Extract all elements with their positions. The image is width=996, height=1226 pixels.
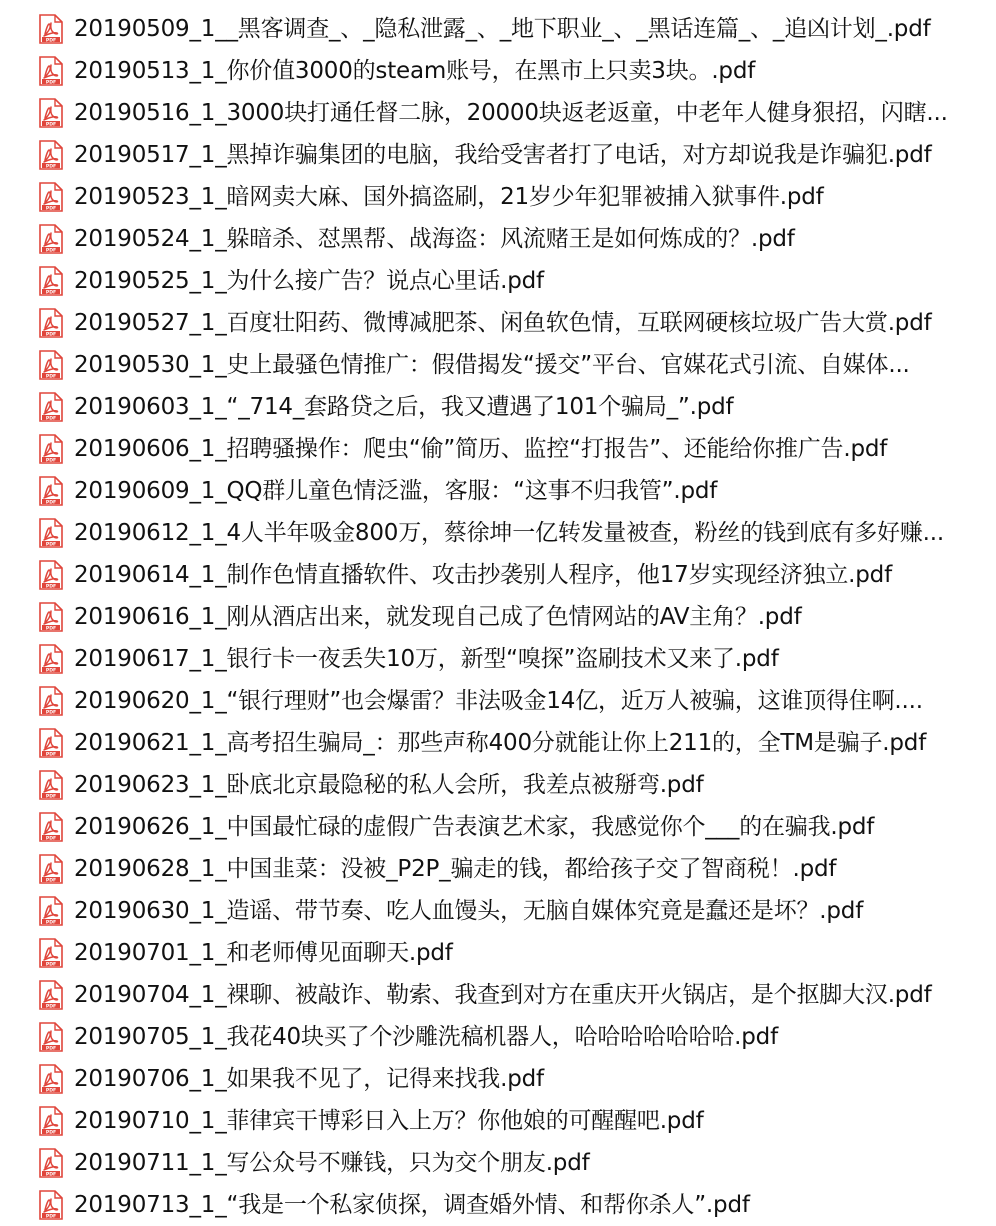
svg-text:PDF: PDF xyxy=(45,332,57,338)
file-name: 20190614_1_制作色情直播软件、攻击抄袭别人程序，他17岁实现经济独立.pdf xyxy=(74,562,892,588)
pdf-file-icon xyxy=(38,644,64,674)
pdf-file-icon xyxy=(38,602,64,632)
file-row[interactable] xyxy=(0,470,996,512)
file-row[interactable] xyxy=(0,428,996,470)
pdf-file-icon xyxy=(38,434,64,464)
svg-text:PDF: PDF xyxy=(45,374,57,380)
file-row[interactable] xyxy=(0,512,996,554)
file-row[interactable] xyxy=(0,134,996,176)
file-name: 20190606_1_招聘骚操作：爬虫“偷”简历、监控“打报告”、还能给你推广告.pdf xyxy=(74,436,888,462)
pdf-file-icon xyxy=(38,1064,64,1094)
svg-text:PDF: PDF xyxy=(45,752,57,758)
file-row[interactable] xyxy=(0,596,996,638)
svg-text:PDF: PDF xyxy=(45,500,57,506)
file-row[interactable] xyxy=(0,260,996,302)
file-name: 20190623_1_卧底北京最隐秘的私人会所，我差点被掰弯.pdf xyxy=(74,772,704,798)
file-row[interactable] xyxy=(0,764,996,806)
file-name: 20190612_1_4人半年吸金800万，蔡徐坤一亿转发量被查，粉丝的钱到底有多好赚... xyxy=(74,520,944,546)
pdf-file-icon xyxy=(38,686,64,716)
svg-text:PDF: PDF xyxy=(45,1214,57,1220)
file-row[interactable] xyxy=(0,554,996,596)
file-row[interactable] xyxy=(0,92,996,134)
svg-text:PDF: PDF xyxy=(45,290,57,296)
file-name: 20190527_1_百度壮阳药、微博减肥茶、闲鱼软色情，互联网硬核垃圾广告大赏.pdf xyxy=(74,310,932,336)
svg-text:PDF: PDF xyxy=(45,710,57,716)
file-name: 20190616_1_刚从酒店出来，就发现自己成了色情网站的AV主角？.pdf xyxy=(74,604,802,630)
svg-text:PDF: PDF xyxy=(45,164,57,170)
file-name: 20190701_1_和老师傅见面聊天.pdf xyxy=(74,940,453,966)
svg-text:PDF: PDF xyxy=(45,122,57,128)
file-row[interactable] xyxy=(0,1100,996,1142)
file-row[interactable] xyxy=(0,176,996,218)
pdf-file-icon xyxy=(38,224,64,254)
pdf-file-icon xyxy=(38,182,64,212)
file-name: 20190628_1_中国韭菜：没被_P2P_骗走的钱，都给孩子交了智商税！.pdf xyxy=(74,856,837,882)
file-row[interactable] xyxy=(0,1016,996,1058)
svg-text:PDF: PDF xyxy=(45,458,57,464)
file-name: 20190513_1_你价值3000的steam账号，在黑市上只卖3块。.pdf xyxy=(74,58,756,84)
file-name: 20190706_1_如果我不见了，记得来找我.pdf xyxy=(74,1066,544,1092)
svg-text:PDF: PDF xyxy=(45,1172,57,1178)
file-row[interactable] xyxy=(0,302,996,344)
file-row[interactable] xyxy=(0,890,996,932)
pdf-file-icon xyxy=(38,476,64,506)
file-name: 20190713_1_“我是一个私家侦探，调查婚外情、和帮你杀人”.pdf xyxy=(74,1192,750,1218)
file-name: 20190621_1_高考招生骗局_：那些声称400分就能让你上211的，全TM是骗子.pdf xyxy=(74,730,927,756)
pdf-file-icon xyxy=(38,98,64,128)
svg-text:PDF: PDF xyxy=(45,836,57,842)
pdf-file-icon xyxy=(38,392,64,422)
file-name: 20190603_1_“_714_套路贷之后，我又遭遇了101个骗局_”.pdf xyxy=(74,394,734,420)
file-name: 20190509_1__黑客调查_、_隐私泄露_、_地下职业_、_黑话连篇_、_追凶计划_.pdf xyxy=(74,16,931,42)
svg-text:PDF: PDF xyxy=(45,1046,57,1052)
pdf-file-icon xyxy=(38,728,64,758)
file-name: 20190517_1_黑掉诈骗集团的电脑，我给受害者打了电话，对方却说我是诈骗犯.pdf xyxy=(74,142,932,168)
file-name: 20190626_1_中国最忙碌的虚假广告表演艺术家，我感觉你个___的在骗我.pdf xyxy=(74,814,875,840)
svg-text:PDF: PDF xyxy=(45,962,57,968)
pdf-file-icon xyxy=(38,1148,64,1178)
file-name: 20190530_1_史上最骚色情推广：假借揭发“援交”平台、官媒花式引流、自媒体... xyxy=(74,352,910,378)
file-name: 20190609_1_QQ群儿童色情泛滥，客服：“这事不归我管”.pdf xyxy=(74,478,718,504)
svg-text:PDF: PDF xyxy=(45,668,57,674)
file-name: 20190630_1_造谣、带节奏、吃人血馒头，无脑自媒体究竟是蠢还是坏？.pdf xyxy=(74,898,864,924)
file-row[interactable] xyxy=(0,1142,996,1184)
pdf-file-icon xyxy=(38,854,64,884)
pdf-file-icon xyxy=(38,1022,64,1052)
file-name: 20190710_1_菲律宾干博彩日入上万？你他娘的可醒醒吧.pdf xyxy=(74,1108,704,1134)
pdf-file-icon xyxy=(38,350,64,380)
file-name: 20190620_1_“银行理财”也会爆雷？非法吸金14亿，近万人被骗，这谁顶得住啊.... xyxy=(74,688,923,714)
pdf-file-icon xyxy=(38,1190,64,1220)
file-name: 20190516_1_3000块打通任督二脉，20000块返老返童，中老年人健身狠招，闪瞎... xyxy=(74,100,948,126)
svg-text:PDF: PDF xyxy=(45,206,57,212)
file-row[interactable] xyxy=(0,218,996,260)
file-row[interactable] xyxy=(0,848,996,890)
svg-text:PDF: PDF xyxy=(45,626,57,632)
svg-text:PDF: PDF xyxy=(45,542,57,548)
file-name: 20190525_1_为什么接广告？说点心里话.pdf xyxy=(74,268,544,294)
file-row[interactable] xyxy=(0,722,996,764)
file-row[interactable] xyxy=(0,806,996,848)
file-row[interactable] xyxy=(0,974,996,1016)
file-row[interactable] xyxy=(0,8,996,50)
file-row[interactable] xyxy=(0,638,996,680)
svg-text:PDF: PDF xyxy=(45,794,57,800)
svg-text:PDF: PDF xyxy=(45,1088,57,1094)
file-row[interactable] xyxy=(0,1184,996,1226)
pdf-file-icon xyxy=(38,938,64,968)
pdf-file-icon xyxy=(38,896,64,926)
pdf-file-icon xyxy=(38,560,64,590)
file-list xyxy=(0,8,996,1226)
pdf-file-icon xyxy=(38,308,64,338)
file-name: 20190524_1_躲暗杀、怼黑帮、战海盗：风流赌王是如何炼成的？.pdf xyxy=(74,226,795,252)
svg-text:PDF: PDF xyxy=(45,248,57,254)
pdf-file-icon xyxy=(38,980,64,1010)
pdf-file-icon xyxy=(38,812,64,842)
file-row[interactable] xyxy=(0,1058,996,1100)
svg-text:PDF: PDF xyxy=(45,1130,57,1136)
svg-text:PDF: PDF xyxy=(45,878,57,884)
pdf-file-icon xyxy=(38,56,64,86)
file-row[interactable] xyxy=(0,344,996,386)
file-row[interactable] xyxy=(0,680,996,722)
svg-text:PDF: PDF xyxy=(45,416,57,422)
file-name: 20190705_1_我花40块买了个沙雕洗稿机器人，哈哈哈哈哈哈哈.pdf xyxy=(74,1024,778,1050)
svg-text:PDF: PDF xyxy=(45,80,57,86)
pdf-file-icon xyxy=(38,1106,64,1136)
file-name: 20190523_1_暗网卖大麻、国外搞盗刷，21岁少年犯罪被捕入狱事件.pdf xyxy=(74,184,824,210)
pdf-file-icon xyxy=(38,770,64,800)
file-name: 20190704_1_裸聊、被敲诈、勒索、我查到对方在重庆开火锅店，是个抠脚大汉.pdf xyxy=(74,982,932,1008)
file-row[interactable] xyxy=(0,386,996,428)
pdf-file-icon xyxy=(38,266,64,296)
pdf-file-icon xyxy=(38,140,64,170)
pdf-file-icon xyxy=(38,14,64,44)
svg-text:PDF: PDF xyxy=(45,584,57,590)
pdf-file-icon xyxy=(38,518,64,548)
svg-text:PDF: PDF xyxy=(45,920,57,926)
svg-text:PDF: PDF xyxy=(45,38,57,44)
svg-text:PDF: PDF xyxy=(45,1004,57,1010)
file-name: 20190617_1_银行卡一夜丢失10万，新型“嗅探”盗刷技术又来了.pdf xyxy=(74,646,779,672)
file-row[interactable] xyxy=(0,50,996,92)
file-name: 20190711_1_写公众号不赚钱，只为交个朋友.pdf xyxy=(74,1150,590,1176)
file-row[interactable] xyxy=(0,932,996,974)
